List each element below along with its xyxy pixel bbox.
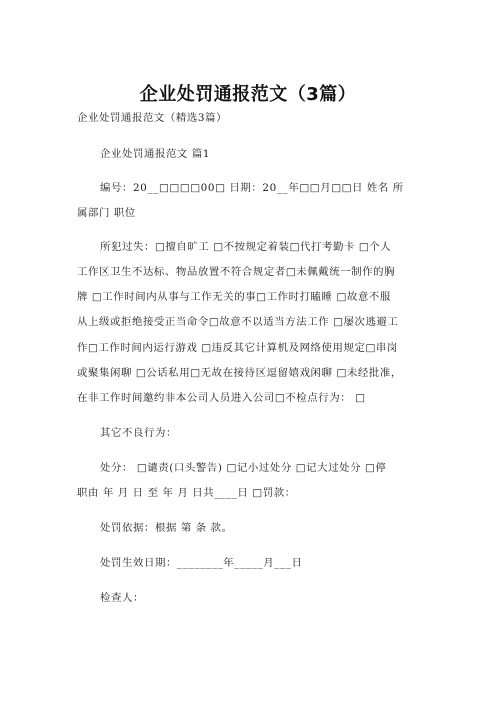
other-bad-behavior: 其它不良行为：: [100, 427, 177, 439]
offense-line: 在非工作时间邀约非本公司人员进入公司□不检点行为： □: [77, 392, 366, 404]
document-title: 企业处罚通报范文（3篇）: [139, 84, 357, 105]
offense-line: 从上级或拒绝接受正当命令□故意不以适当方法工作 □屡次逃避工: [77, 316, 399, 328]
section-heading: 企业处罚通报范文 篇1: [100, 148, 211, 160]
effective-date: 处罚生效日期：________年_____月___日: [100, 557, 303, 569]
inspector-label: 检查人：: [100, 592, 144, 604]
document-subtitle: 企业处罚通报范文（精选3篇）: [77, 112, 228, 124]
penalty-line-cont: 职由 年 月 日 至 年 月 日共____日 □罚款：: [77, 487, 296, 499]
penalty-line: 处分： □谴责(口头警告) □记小过处分 □记大过处分 □停: [100, 462, 387, 474]
offense-line: 或聚集闲聊 □公话私用□无故在接待区逗留嬉戏闲聊 □未经批准，: [77, 367, 402, 379]
offense-line: 作□工作时间内运行游戏 □违反其它计算机及网络使用规定□串岗: [77, 342, 398, 354]
number-date-line-cont: 属部门 职位: [77, 207, 136, 219]
offense-line: 所犯过失：□擅自旷工 □不按规定着装□代打考勤卡 □个人: [100, 241, 392, 253]
offense-line: 牌 □工作时间内从事与工作无关的事□工作时打瞌睡 □故意不服: [77, 291, 391, 303]
penalty-basis: 处罚依据：根据 第 条 款。: [100, 522, 233, 534]
number-date-line: 编号：20__□□□□00□ 日期：20__年□□月□□日 姓名 所: [100, 182, 404, 194]
offense-line: 工作区卫生不达标、物品放置不符合规定者□未佩戴统一制作的胸: [77, 266, 396, 278]
